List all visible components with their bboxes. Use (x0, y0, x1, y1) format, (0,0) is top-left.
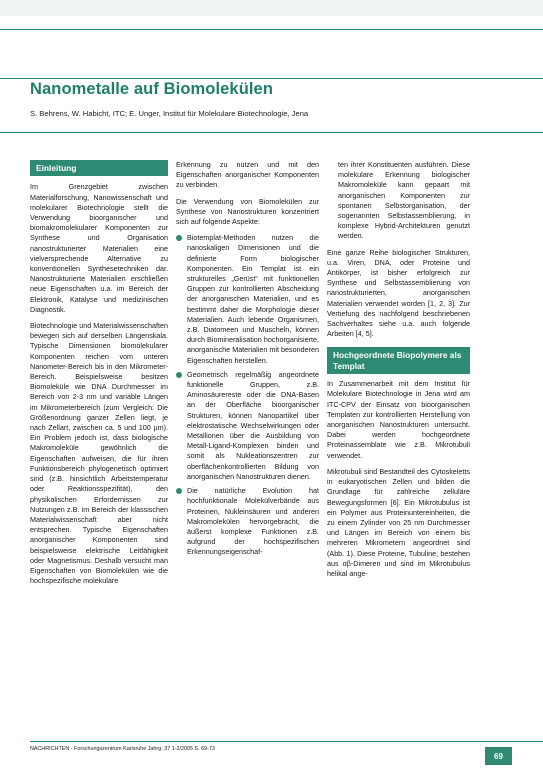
paragraph: Die Verwendung von Biomolekülen zur Synthese von Nanostrukturen konzentriert sich auf folgende Aspekte: (176, 196, 319, 227)
paragraph: Erkennung zu nutzen und mit den Eigenschaften anorganischer Komponenten zu verbinden. (176, 160, 319, 190)
section-heading-einleitung: Einleitung (30, 160, 168, 176)
column-1 (30, 160, 168, 592)
authors-rule (0, 132, 543, 133)
list-item (176, 370, 319, 482)
aspect-list (176, 233, 319, 557)
header-rule-top (0, 29, 543, 30)
bullet-icon (176, 488, 182, 494)
bullet-icon (176, 372, 182, 378)
article-authors: S. Behrens, W. Habicht, ITC; E. Unger, Institut für Molekulare Biotechnologie, Jena (30, 109, 309, 118)
list-item-text: Die natürliche Evolution hat hochfunktionale Molekülverbände aus Proteinen, Nukleinsäuren und anderen Makromolekülen hervorgebracht, die äußerst komplexe Funktionen z.B. aufgrund der hochspezifischen Erkennungseigenschaf- (187, 486, 319, 557)
column-3 (327, 160, 470, 585)
top-band (0, 0, 543, 16)
page-number: 69 (485, 747, 512, 765)
list-item-continuation: ten ihrer Konstituenten ausführen. Diese molekulare Erkennung biologischer Makromoleküle kann gepaart mit anorganischen Komponenten zur spontanen Selbstorganisation, der sogenannten Selbstassemblierung, in komplexe Hybrid-Architekturen genutzt werden. (338, 160, 470, 241)
paragraph: In Zusammenarbeit mit dem Institut für Molekulare Biotechnologie in Jena wird am ITC-CPV der Einsatz von bioorganischen Templaten zur kontrollierten Herstellung von anorganischen Nanostrukturen untersucht. Dabei werden hochgeordnete Proteinassemblate wie z.B. Mikrotubuli verwendet. (327, 379, 470, 460)
column-2 (176, 160, 319, 564)
paragraph: Mikrotubuli sind Bestandteil des Cytoskeletts in eukaryotischen Zellen und bilden die Grundlage für zahlreiche zelluläre Bewegungsformen [6]. Ein Mikrotubulus ist ein Polymer aus Proteinuntereinheiten, die zu einem Zylinder von 25 nm Durchmesser und Längen im Bereich von einem bis mehreren Mikrometern angeordnet sind (Abb. 1). Diese Proteine, Tubuline, bestehen aus αβ-Dimeren und sind im Mikrotubulus helikal ange- (327, 466, 470, 578)
footer-rule (30, 741, 543, 742)
article-title: Nanometalle auf Biomolekülen (30, 80, 274, 98)
list-item (176, 486, 319, 557)
paragraph: Biotechnologie und Materialwissenschaften bewegen sich auf derselben Längenskala. Typische Dimensionen biomolekularer Komponenten reichen vom unteren Nanometer-Bereich bis in den Mikrometer-Bereich. Beispielsweise besitzen Biomoleküle wie DNA Durchmesser im Bereich von 2-3 nm und variable Längen im Mikrometerbereich (zum Vergleich: Die Größenordnung ganzer Zellen liegt, je nach Zellart, zwischen ca. 5 und 100 µm). Ein Problem jedoch ist, dass biologische Makromoleküle gewöhnlich die Eigenschaften aufweisen, die für ihren Funktionsbereich phylogenetisch optimiert sind (z.B. hinsichtlich Arbeitstemperatur oder Reaktionsspezifität), den physikalischen Erfordernissen zur Nutzungen z.B. im Bereich der klassischen Materialwissenschaft aber nicht entsprechen. Typische Eigenschaften anorganischer Komponenten sind beispielsweise elektrische Leitfähigkeit oder Magnetismus. Deshalb versucht man Eigenschaften von Biomolekülen wie die hochspezifische molekulare (30, 321, 168, 586)
list-item-text: Geometrisch regelmäßig angeordnete funktionelle Gruppen, z.B. Aminosäurereste oder die DNA-Basen an der Oberfläche bioorganischer Strukturen, können Nanopartikel über elektrostatische Wechselwirkungen oder Metallionen über die Ausbildung von Metall-Ligand-Komplexen binden und somit als Nukleationszentren zur oberflächenkontrollierten Bildung von anorganischen Nanostrukturen dienen. (187, 369, 319, 481)
section-heading-biopolymere: Hochgeordnete Biopolymere als Templat (327, 347, 470, 374)
header-rule-title (0, 78, 543, 79)
bullet-icon (176, 235, 182, 241)
paragraph: Im Grenzgebiet zwischen Materialforschung, Nanowissenschaft und molekularer Biotechnologie stellt die Verwendung bioorganischer und biomakromolekularer Komponenten zur Synthese und Organisation nanostrukturierter Materialien eine vielversprechende Alternative zu konventionellen Synthesetechniken dar. Nanostrukturierte Materialien erschließen neue Eigenschaften u.a. im Bereich der Elektronik, Katalyse und medizinischen Diagnostik. (30, 182, 168, 314)
footer-citation: NACHRICHTEN - Forschungszentrum Karlsruhe Jahrg. 37 1-2/2005 S. 69-73 (30, 746, 215, 752)
paragraph: Eine ganze Reihe biologischer Strukturen, u.a. Viren, DNA, oder Proteine und Antikörper, ist bisher erfolgreich zur Synthese und Selbstassemblierung von nanostrukturierten, anorganischen Materialien verwendet worden [1, 2, 3]. Zur Vertiefung des nachfolgend beschriebenen Sachverhaltes siehe u.a. auch folgende Arbeiten [4, 5]. (327, 247, 470, 339)
list-item-text: Biotemplat-Methoden nutzen die nanoskaligen Dimensionen und die definierte Form biologischer Komponenten. Ein Templat ist ein strukturelles „Gerüst“ mit funktionellen Gruppen zur kontrollierten Abscheidung der anorganischen Materialien, und es bestimmt daher die Morphologie dieser Materialien. Auch lebende Organismen, z.B. Diatomeen und Muscheln, können durch Biomineralisation hochorganisierte, anorganische Materialien mit besonderen Eigenschaften herstellen. (187, 233, 319, 365)
list-item (176, 233, 319, 366)
